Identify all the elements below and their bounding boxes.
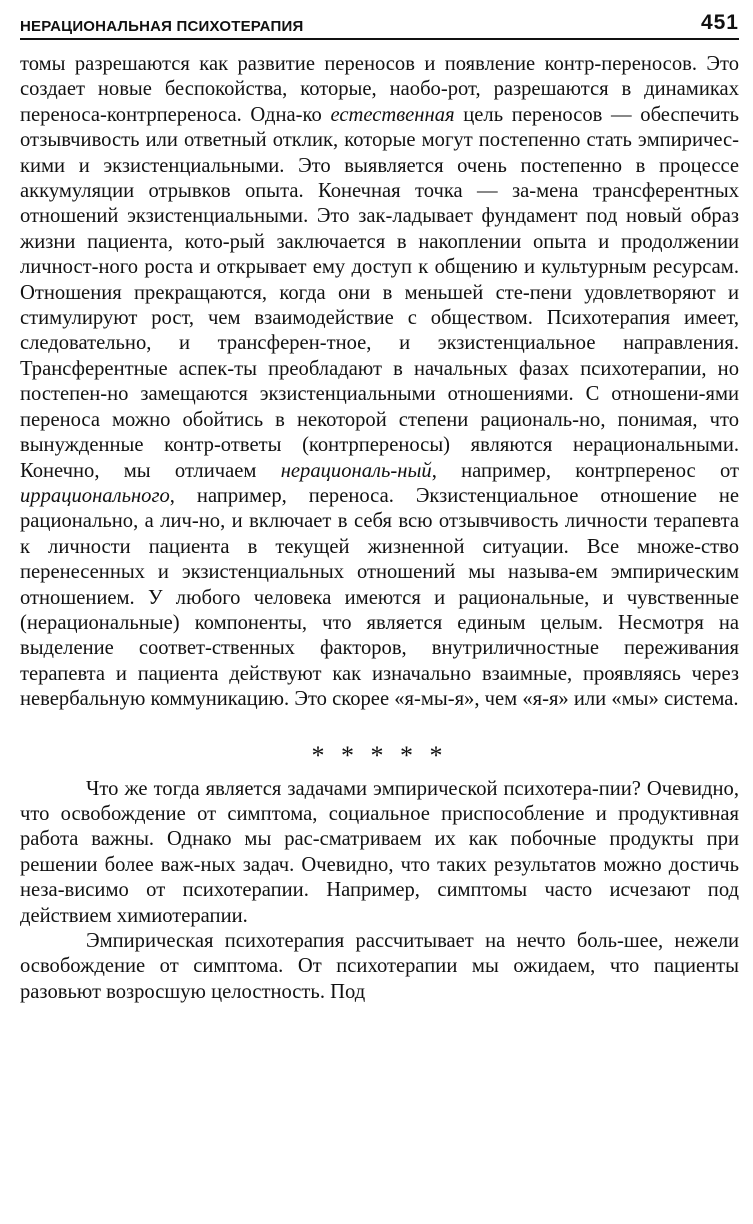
running-header: [20, 10, 739, 40]
paragraph-1-text-b: цель переносов — обеспечить отзывчивость или ответный отклик, которые могут постепенно стать эмпиричес-кими и экзистенциальными. Это выявляется очень постепенно в процессе аккумуляции отрывков опыта. Конечная точка — за-мена трансферентных отношений экзистенциальными. Это зак-ладывает фундамент под новый образ жизни пациента, кото-рый заключается в накоплении опыта и продолжении личност-ного роста и открывает ему доступ к общению и культурным ресурсам. Отношения прекращаются, когда они в меньшей сте-пени удовлетворяют и стимулируют рост, чем взаимодействие с обществом. Психотерапия имеет, следовательно, и трансферен-тное, и экзистенциальное направления. Трансферентные аспек-ты преобладают в начальных фазах психотерапии, но постепен-но замещаются экзистенциальными отношениями. С отношени-ями переноса можно обойтись в некоторой степени рациональ-но, понимая, что вынужденные контр-ответы (контрпереносы) являются нерациональными. Конечно, мы отличаем: [20, 103, 740, 482]
paragraph-1-italic-b: нерациональ-ный: [280, 459, 432, 482]
paragraph-2: Что же тогда является задачами эмпирической психотера-пии? Очевидно, что освобождение от симптома, социальное приспособление и продуктивная работа важны. Однако мы рас-сматриваем их как побочные продукты при решении более важ-ных задач. Очевидно, что таких результатов можно достичь неза-висимо от психотерапии. Например, симптомы часто исчезают под действием химиотерапии.: [20, 777, 739, 927]
page-number: 451: [700, 11, 739, 34]
section-separator: * * * * *: [311, 740, 448, 770]
paragraph-1-text-a: томы разрешаются как развитие переносов и появление контр-переносов. Это создает новые беспокойства, которые, наобо-рот, разрешаются в динамиках переноса-контрпереноса. Одна-ко: [20, 53, 739, 126]
header-title: НЕРАЦИОНАЛЬНАЯ ПСИХОТЕРАПИЯ: [20, 18, 304, 35]
paragraph-1-text-c: , например, контрперенос от: [431, 459, 739, 482]
paragraph-3: Эмпирическая психотерапия рассчитывает на нечто боль-шее, нежели освобождение от симптома. От психотерапии мы ожидаем, что пациенты разовьют возросшую целостность. Под: [20, 930, 739, 1003]
paragraph-1-text-d: , например, переноса. Экзистенциальное отношение не рационально, а лич-но, и включает в себя всю отзывчивость личности терапевта к личности пациента в текущей жизненной ситуации. Все множе-ство перенесенных и экзистенциальных отношений мы называ-ем эмпирическим отношением. У любого человека имеются и рациональные, и чувственные (нерациональные) компоненты, что является единым целым. Несмотря на выделение соответ-ственных факторов, внутриличностные переживания терапевта и пациента действуют как изначально взаимные, проявляясь через невербальную коммуникацию. Это скорее «я-мы-я», чем «я-я» или «мы» система.: [20, 484, 739, 711]
paragraph-1: [20, 52, 739, 713]
body-text: [20, 52, 739, 1005]
paragraph-1-italic-c: иррационального: [20, 484, 170, 507]
paragraph-1-italic-a: естественная: [330, 103, 455, 126]
